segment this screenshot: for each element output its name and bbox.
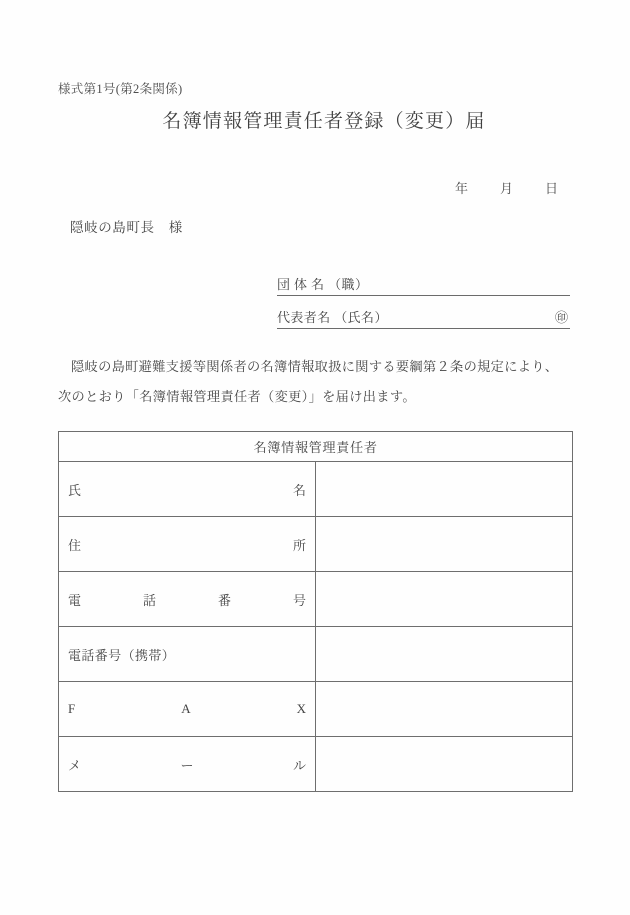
row-label-mobile-phone xyxy=(59,627,316,682)
row-value-mobile-phone[interactable] xyxy=(316,627,573,682)
row-label-address xyxy=(59,517,316,572)
label-char: A xyxy=(181,701,191,716)
row-label-name xyxy=(59,462,316,517)
label-char: 電話番号（携帯） xyxy=(68,647,176,663)
label-char: 話 xyxy=(142,592,156,608)
row-value-fax[interactable] xyxy=(316,682,573,737)
table-row xyxy=(59,737,573,792)
row-label-email xyxy=(59,737,316,792)
row-value-email[interactable] xyxy=(316,737,573,792)
body-paragraph-line-1: 隠岐の島町避難支援等関係者の名簿情報取扱に関する要綱第２条の規定により、 xyxy=(71,359,559,374)
page-title: 名簿情報管理責任者登録（変更）届 xyxy=(162,111,486,132)
table-row xyxy=(59,572,573,627)
date-month-label: 月 xyxy=(500,181,514,196)
signature-block xyxy=(277,268,570,329)
label-char: 電 xyxy=(68,592,82,608)
seal-icon: ㊞ xyxy=(554,310,568,325)
label-char: 氏 xyxy=(68,482,82,498)
table-body xyxy=(59,462,573,792)
row-value-name[interactable] xyxy=(316,462,573,517)
table-row xyxy=(59,627,573,682)
row-label-fax xyxy=(59,682,316,737)
row-value-phone[interactable] xyxy=(316,572,573,627)
label-char: メ xyxy=(68,757,82,773)
table-row xyxy=(59,462,573,517)
organization-name-label: 団 体 名 （職） xyxy=(277,277,369,292)
date-year-label: 年 xyxy=(455,181,469,196)
table-row xyxy=(59,682,573,737)
body-paragraph-line-2: 次のとおり「名簿情報管理責任者（変更）」を届け出ます。 xyxy=(58,389,416,404)
label-char: F xyxy=(68,701,76,716)
label-char: ル xyxy=(292,757,306,773)
label-char: 号 xyxy=(292,592,306,608)
manager-info-table xyxy=(58,431,573,792)
body-paragraph xyxy=(58,352,582,412)
signature-field-representative[interactable] xyxy=(277,301,570,329)
label-char: 所 xyxy=(292,537,306,553)
label-char: 住 xyxy=(68,537,82,553)
table-header-title: 名簿情報管理責任者 xyxy=(59,432,573,462)
signature-field-organization[interactable] xyxy=(277,268,570,296)
representative-name-label: 代表者名 （氏名） xyxy=(277,310,388,325)
row-value-address[interactable] xyxy=(316,517,573,572)
table-header-row xyxy=(59,432,573,462)
date-day-label: 日 xyxy=(545,181,559,196)
label-char: 番 xyxy=(217,592,231,608)
form-number: 様式第1号(第2条関係) xyxy=(58,82,183,96)
label-char: X xyxy=(296,701,306,716)
date-line xyxy=(440,162,559,213)
row-label-phone xyxy=(59,572,316,627)
addressee-line: 隠岐の島町長 様 xyxy=(70,220,183,235)
label-char: ー xyxy=(180,757,194,773)
table-row xyxy=(59,517,573,572)
label-char: 名 xyxy=(292,482,306,498)
